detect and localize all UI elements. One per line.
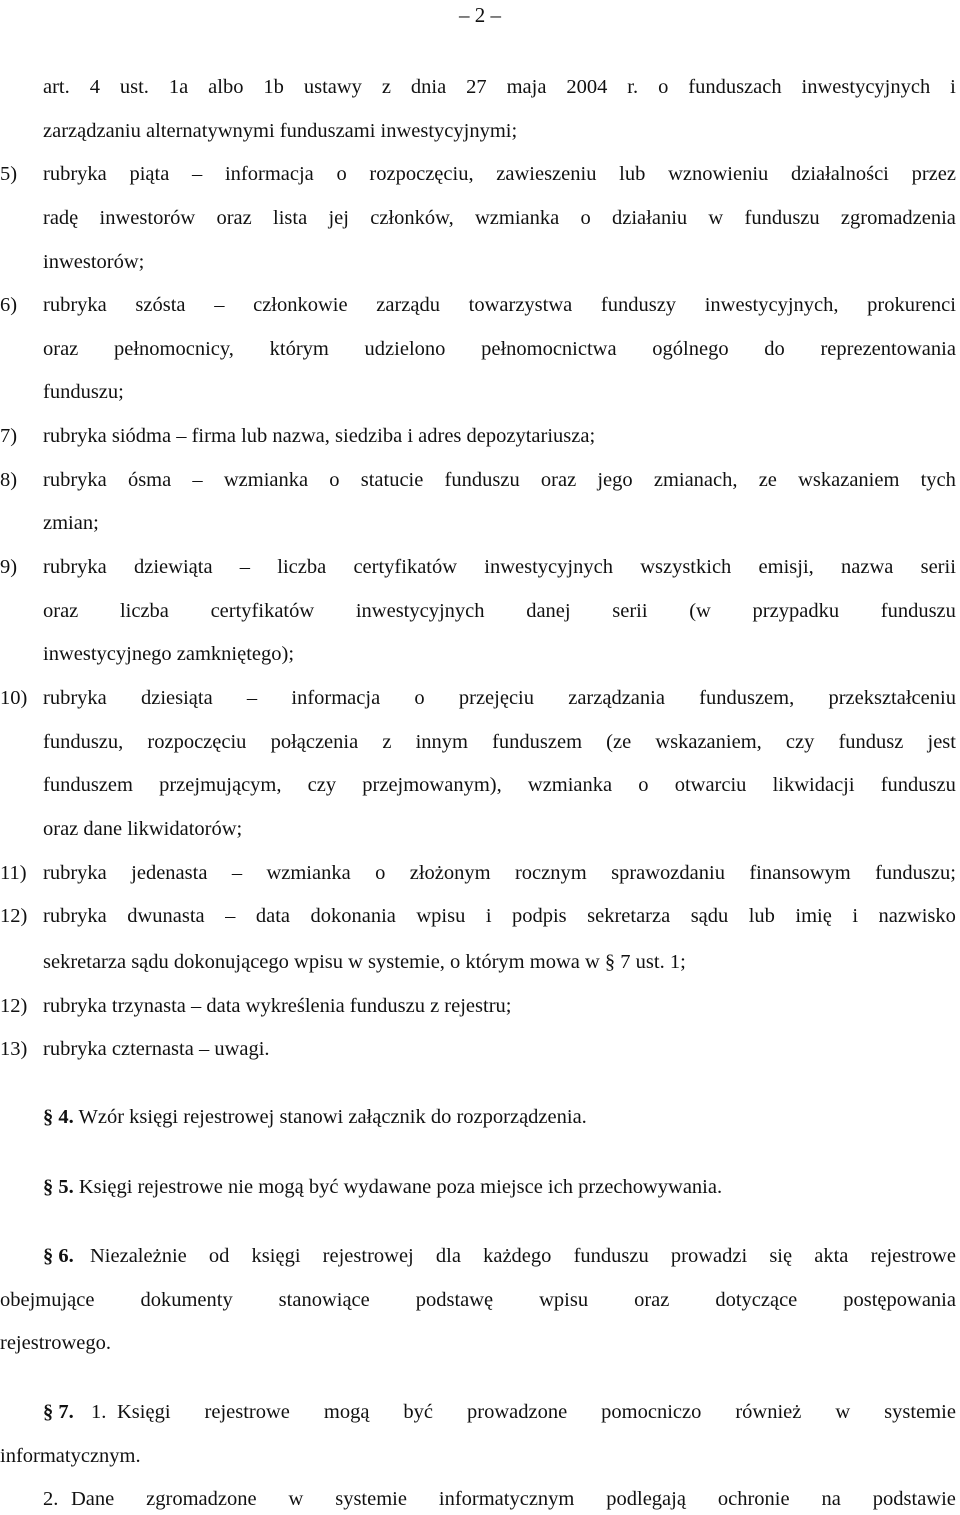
- text-line: rejestrowego.: [0, 1332, 111, 1354]
- word: data: [255, 905, 291, 927]
- word: reprezentowania: [820, 338, 956, 360]
- word: z: [381, 76, 391, 98]
- word: każdego: [483, 1245, 552, 1267]
- word: na: [821, 1488, 841, 1510]
- word: liczba: [277, 556, 327, 578]
- word: nazwisko: [878, 905, 956, 927]
- word: inwestycyjnych: [801, 76, 931, 98]
- word: rejestrowe: [870, 1245, 956, 1267]
- word: oraz: [43, 600, 79, 622]
- word: dziewiąta: [134, 556, 213, 578]
- word: 4: [89, 76, 100, 98]
- word: albo: [208, 76, 244, 98]
- word: wskazaniem,: [655, 731, 762, 753]
- word: ustawy: [303, 76, 362, 98]
- word: wzmianka: [223, 469, 309, 491]
- word: się: [769, 1245, 793, 1267]
- item-number: 5): [0, 163, 18, 185]
- word: w: [708, 207, 724, 229]
- word: jej: [328, 207, 349, 229]
- word: z: [382, 731, 392, 753]
- word: wzmianka: [474, 207, 560, 229]
- word: r.: [627, 76, 639, 98]
- justified-line: [43, 597, 956, 625]
- paragraph-text: Wzór księgi rejestrowej stanowi załącznik do rozporządzenia.: [78, 1106, 587, 1128]
- word: systemie: [884, 1401, 956, 1423]
- word: wznowieniu: [668, 163, 769, 185]
- word: wzmianka: [266, 862, 351, 884]
- word: zgromadzenia: [840, 207, 956, 229]
- word: wzmianka: [527, 774, 613, 796]
- word: rozpoczęciu,: [369, 163, 474, 185]
- word: art.: [43, 76, 70, 98]
- word: udzielono: [364, 338, 446, 360]
- word: danej: [526, 600, 571, 622]
- word: dotyczące: [715, 1289, 798, 1311]
- word: oraz: [43, 338, 79, 360]
- word: w: [288, 1488, 304, 1510]
- justified-line: [43, 859, 956, 887]
- item-number: 9): [0, 556, 18, 578]
- paragraph-7: [43, 1398, 956, 1426]
- word: informatycznym: [438, 1488, 575, 1510]
- word: funduszy: [600, 294, 677, 316]
- word: rozpoczęciu: [147, 731, 247, 753]
- word: działaniu: [612, 207, 688, 229]
- word: likwidacji: [772, 774, 855, 796]
- word: funduszu: [573, 1245, 649, 1267]
- word: inwestorów: [99, 207, 196, 229]
- word: statucie: [360, 469, 424, 491]
- word: przekształceniu: [828, 687, 956, 709]
- word: serii: [612, 600, 648, 622]
- word: lub: [748, 905, 775, 927]
- word: o: [658, 76, 669, 98]
- word: nazwa: [841, 556, 894, 578]
- word: funduszach: [688, 76, 782, 98]
- word: –: [231, 862, 243, 884]
- word: Niezależnie: [90, 1245, 187, 1267]
- justified-line: [43, 466, 956, 494]
- word: 2004: [566, 76, 608, 98]
- justified-line: [43, 553, 956, 581]
- word: –: [239, 556, 251, 578]
- word: towarzystwa: [468, 294, 573, 316]
- word: inwestycyjnych: [484, 556, 613, 578]
- justified-line: [43, 73, 956, 101]
- word: radę: [43, 207, 79, 229]
- word: funduszem: [492, 731, 583, 753]
- paragraph-5: [43, 1173, 960, 1201]
- word: 1b: [263, 76, 284, 98]
- word: o: [329, 469, 340, 491]
- word: sekretarza: [587, 905, 671, 927]
- justified-line: [43, 335, 956, 363]
- word: dokonania: [310, 905, 396, 927]
- word: ogólnego: [652, 338, 729, 360]
- word: którym: [269, 338, 329, 360]
- item-number: 8): [0, 469, 18, 491]
- word: lista: [273, 207, 308, 229]
- word: –: [246, 687, 258, 709]
- word: zawieszeniu: [496, 163, 597, 185]
- word: certyfikatów: [353, 556, 458, 578]
- word: od: [208, 1245, 230, 1267]
- justified-line: [43, 291, 956, 319]
- word: funduszu,: [43, 731, 124, 753]
- justified-line: [43, 902, 956, 930]
- word: o: [638, 774, 649, 796]
- word: funduszem: [43, 774, 133, 796]
- word: rejestrowej: [322, 1245, 414, 1267]
- word: (w: [689, 600, 711, 622]
- text-line: zmian;: [43, 512, 99, 534]
- word: złożonym: [409, 862, 491, 884]
- word: sprawozdaniu: [611, 862, 725, 884]
- justified-line: [117, 1398, 956, 1426]
- word: wskazaniem: [798, 469, 900, 491]
- text-line: rubryka siódma – firma lub nazwa, siedziba i adres depozytariusza;: [43, 425, 596, 447]
- section-mark: § 7.: [43, 1401, 74, 1423]
- word: podstawę: [415, 1289, 494, 1311]
- word: jest: [927, 731, 956, 753]
- word: liczba: [119, 600, 169, 622]
- word: jedenasta: [131, 862, 208, 884]
- word: księgi: [251, 1245, 301, 1267]
- word: dokumenty: [140, 1289, 233, 1311]
- paragraph-6: [43, 1242, 956, 1270]
- word: funduszu: [880, 600, 956, 622]
- paragraph-7-2: [43, 1485, 956, 1513]
- text-line: inwestorów;: [43, 251, 145, 273]
- word: wszystkich: [640, 556, 732, 578]
- word: członkowie: [253, 294, 348, 316]
- word: funduszem,: [699, 687, 795, 709]
- word: informacja: [291, 687, 381, 709]
- word: o: [336, 163, 347, 185]
- word: tych: [920, 469, 956, 491]
- word: ust.: [119, 76, 149, 98]
- word: inwestycyjnych,: [704, 294, 839, 316]
- word: dnia: [410, 76, 447, 98]
- text-line: funduszu;: [43, 381, 124, 403]
- word: (ze: [606, 731, 632, 753]
- word: systemie: [335, 1488, 407, 1510]
- word: oraz: [540, 469, 577, 491]
- word: funduszu: [744, 207, 820, 229]
- word: ósma: [127, 469, 172, 491]
- word: innym: [415, 731, 468, 753]
- word: ochronie: [717, 1488, 790, 1510]
- word: rubryka: [43, 556, 107, 578]
- word: podpis: [511, 905, 567, 927]
- word: lub: [619, 163, 646, 185]
- item-number: 10): [0, 687, 28, 709]
- justified-line: [71, 1485, 956, 1513]
- word: również: [735, 1401, 802, 1423]
- word: prowadzone: [467, 1401, 568, 1423]
- word: imię: [795, 905, 832, 927]
- word: czy: [785, 731, 815, 753]
- word: przejęciu: [458, 687, 534, 709]
- word: 1a: [168, 76, 189, 98]
- word: fundusz: [838, 731, 904, 753]
- word: wpisu: [416, 905, 466, 927]
- text-line: oraz dane likwidatorów;: [43, 818, 243, 840]
- justified-line: [43, 160, 956, 188]
- word: piąta: [129, 163, 170, 185]
- page-number: – 2 –: [459, 3, 501, 27]
- text-line: rubryka czternasta – uwagi.: [43, 1038, 270, 1060]
- item-number: 11): [0, 862, 27, 884]
- word: działalności: [790, 163, 889, 185]
- word: połączenia: [270, 731, 359, 753]
- word: dziesiąta: [140, 687, 213, 709]
- word: przypadku: [752, 600, 840, 622]
- word: pomocniczo: [601, 1401, 702, 1423]
- word: –: [225, 905, 236, 927]
- justified-line: [0, 1286, 956, 1314]
- word: dla: [435, 1245, 461, 1267]
- word: pełnomocnictwa: [481, 338, 617, 360]
- word: Dane: [71, 1488, 115, 1510]
- word: maja: [506, 76, 547, 98]
- paragraph-text: Księgi rejestrowe nie mogą być wydawane poza miejsce ich przechowywania.: [78, 1176, 723, 1198]
- word: członków,: [370, 207, 454, 229]
- justified-line: [43, 771, 956, 799]
- word: mogą: [323, 1401, 370, 1423]
- word: rejestrowe: [204, 1401, 290, 1423]
- word: rubryka: [43, 469, 107, 491]
- word: o: [414, 687, 425, 709]
- justified-line: [43, 204, 956, 232]
- word: zarządu: [376, 294, 440, 316]
- section-mark: § 6.: [43, 1245, 74, 1267]
- word: funduszu;: [875, 862, 956, 884]
- word: akta: [814, 1245, 849, 1267]
- word: prokurenci: [867, 294, 956, 316]
- word: stanowiące: [278, 1289, 370, 1311]
- word: –: [192, 469, 203, 491]
- word: rocznym: [514, 862, 587, 884]
- item-number: 13): [0, 1038, 28, 1060]
- paragraph-4: [43, 1103, 960, 1131]
- text-line: zarządzaniu alternatywnymi funduszami inwestycyjnymi;: [43, 120, 518, 142]
- subsection-number: 1.: [91, 1401, 107, 1423]
- word: zarządzania: [568, 687, 665, 709]
- word: i: [950, 76, 956, 98]
- word: przez: [911, 163, 956, 185]
- word: inwestycyjnych: [355, 600, 485, 622]
- word: wpisu: [539, 1289, 589, 1311]
- word: o: [580, 207, 591, 229]
- word: funduszu: [444, 469, 520, 491]
- word: podstawie: [872, 1488, 956, 1510]
- word: oraz: [634, 1289, 670, 1311]
- word: o: [375, 862, 386, 884]
- section-mark: § 5.: [43, 1176, 74, 1198]
- word: zgromadzone: [146, 1488, 257, 1510]
- word: finansowym: [749, 862, 851, 884]
- word: obejmujące: [0, 1289, 95, 1311]
- word: ze: [758, 469, 777, 491]
- word: podlegają: [606, 1488, 686, 1510]
- item-number: 12): [0, 905, 28, 927]
- word: rubryka: [43, 163, 107, 185]
- word: i: [485, 905, 492, 927]
- section-mark: § 4.: [43, 1106, 74, 1128]
- word: jego: [597, 469, 633, 491]
- word: zmianach,: [653, 469, 738, 491]
- word: 27: [466, 76, 487, 98]
- word: emisji,: [758, 556, 814, 578]
- word: być: [403, 1401, 434, 1423]
- text-line: inwestycyjnego zamkniętego);: [43, 643, 295, 665]
- word: dwunasta: [127, 905, 205, 927]
- word: rubryka: [43, 905, 107, 927]
- word: oraz: [216, 207, 252, 229]
- word: Księgi: [117, 1401, 171, 1423]
- item-number: 12): [0, 995, 28, 1017]
- word: przejmowanym),: [362, 774, 502, 796]
- item-number: 7): [0, 425, 18, 447]
- text-line: sekretarza sądu dokonującego wpisu w systemie, o którym mowa w § 7 ust. 1;: [43, 951, 686, 973]
- word: funduszu: [880, 774, 956, 796]
- word: przejmującym,: [159, 774, 282, 796]
- word: szósta: [135, 294, 186, 316]
- word: certyfikatów: [210, 600, 315, 622]
- word: rubryka: [43, 862, 107, 884]
- text-line: informatycznym.: [0, 1445, 141, 1467]
- justified-line: [90, 1242, 956, 1270]
- word: otwarciu: [674, 774, 747, 796]
- text-line: rubryka trzynasta – data wykreślenia funduszu z rejestru;: [43, 995, 512, 1017]
- word: rubryka: [43, 687, 107, 709]
- word: pełnomocnicy,: [113, 338, 234, 360]
- word: do: [764, 338, 785, 360]
- word: –: [214, 294, 225, 316]
- justified-line: [43, 728, 956, 756]
- word: i: [852, 905, 859, 927]
- word: –: [192, 163, 203, 185]
- justified-line: [43, 684, 956, 712]
- word: informacja: [224, 163, 314, 185]
- word: sądu: [690, 905, 729, 927]
- word: rubryka: [43, 294, 107, 316]
- subsection-number: 2.: [43, 1488, 59, 1510]
- word: postępowania: [843, 1289, 956, 1311]
- word: prowadzi: [670, 1245, 748, 1267]
- word: serii: [920, 556, 956, 578]
- item-number: 6): [0, 294, 18, 316]
- word: czy: [307, 774, 337, 796]
- word: w: [835, 1401, 851, 1423]
